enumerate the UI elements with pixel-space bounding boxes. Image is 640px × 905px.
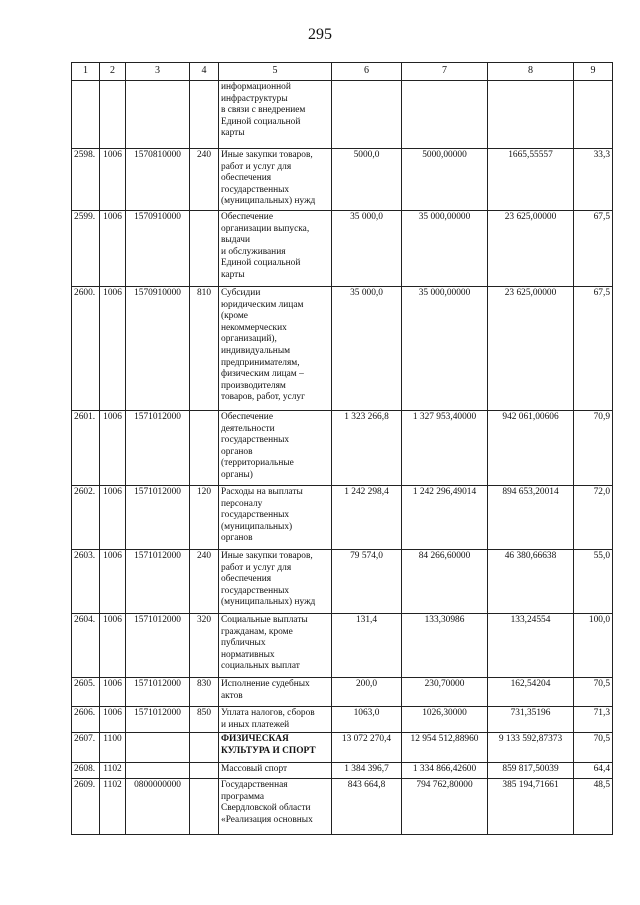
percent-cell: 70,9 (574, 411, 613, 486)
row-number-cell: 2604. (72, 614, 100, 678)
expense-type-cell: 830 (190, 678, 219, 707)
header-cell: 8 (488, 63, 574, 81)
name-cell: Иные закупки товаров, работ и услуг для обеспечения государственных (муниципальных) нужд (219, 550, 332, 614)
table-row (72, 211, 613, 287)
row-number-cell: 2602. (72, 486, 100, 550)
header-cell: 2 (100, 63, 126, 81)
percent-cell: 67,5 (574, 211, 613, 287)
expense-type-cell (190, 779, 219, 835)
table-row (72, 411, 613, 486)
header-cell: 5 (219, 63, 332, 81)
percent-cell: 70,5 (574, 678, 613, 707)
header-cell: 4 (190, 63, 219, 81)
approved-amount-cell: 131,4 (332, 614, 402, 678)
percent-cell: 100,0 (574, 614, 613, 678)
section-code-cell: 1100 (100, 733, 126, 763)
expense-type-cell: 810 (190, 287, 219, 411)
approved-amount-cell (332, 81, 402, 149)
expense-type-cell: 850 (190, 707, 219, 733)
table-row (72, 763, 613, 779)
expense-type-cell: 240 (190, 550, 219, 614)
row-number-cell (72, 81, 100, 149)
approved-amount-cell: 843 664,8 (332, 779, 402, 835)
executed-amount-cell: 23 625,00000 (488, 287, 574, 411)
plan-amount-cell: 1 327 953,40000 (402, 411, 488, 486)
target-article-cell (126, 81, 190, 149)
name-cell: Социальные выплаты гражданам, кроме публичных нормативных социальных выплат (219, 614, 332, 678)
expense-type-cell: 120 (190, 486, 219, 550)
name-cell: Государственная программа Свердловской области «Реализация основных (219, 779, 332, 835)
plan-amount-cell: 35 000,00000 (402, 287, 488, 411)
executed-amount-cell: 731,35196 (488, 707, 574, 733)
row-number-cell: 2608. (72, 763, 100, 779)
executed-amount-cell: 1665,55557 (488, 149, 574, 211)
plan-amount-cell: 1026,30000 (402, 707, 488, 733)
name-cell: Субсидии юридическим лицам (кроме некоммерческих организаций), индивидуальным предпринимателям, физическим лицам – производителям товаров, работ, услуг (219, 287, 332, 411)
table-header-row (72, 63, 613, 81)
executed-amount-cell: 162,54204 (488, 678, 574, 707)
plan-amount-cell: 133,30986 (402, 614, 488, 678)
target-article-cell: 1571012000 (126, 550, 190, 614)
approved-amount-cell: 79 574,0 (332, 550, 402, 614)
name-cell: информационной инфраструктуры в связи с внедрением Единой социальной карты (219, 81, 332, 149)
percent-cell: 67,5 (574, 287, 613, 411)
name-cell: Обеспечение деятельности государственных органов (территориальные органы) (219, 411, 332, 486)
approved-amount-cell: 1 384 396,7 (332, 763, 402, 779)
executed-amount-cell: 859 817,50039 (488, 763, 574, 779)
expense-type-cell (190, 211, 219, 287)
row-number-cell: 2600. (72, 287, 100, 411)
section-code-cell: 1006 (100, 614, 126, 678)
plan-amount-cell: 1 334 866,42600 (402, 763, 488, 779)
section-code-cell (100, 81, 126, 149)
executed-amount-cell (488, 81, 574, 149)
page-number: 295 (308, 26, 332, 43)
section-code-cell: 1006 (100, 211, 126, 287)
percent-cell: 64,4 (574, 763, 613, 779)
target-article-cell: 1571012000 (126, 614, 190, 678)
name-cell: Уплата налогов, сборов и иных платежей (219, 707, 332, 733)
name-cell: ФИЗИЧЕСКАЯ КУЛЬТУРА И СПОРТ (219, 733, 332, 763)
plan-amount-cell (402, 81, 488, 149)
table-row (72, 81, 613, 149)
row-number-cell: 2609. (72, 779, 100, 835)
approved-amount-cell: 1 323 266,8 (332, 411, 402, 486)
percent-cell: 71,3 (574, 707, 613, 733)
plan-amount-cell: 35 000,00000 (402, 211, 488, 287)
section-code-cell: 1006 (100, 287, 126, 411)
approved-amount-cell: 1 242 298,4 (332, 486, 402, 550)
target-article-cell: 1571012000 (126, 707, 190, 733)
name-cell: Исполнение судебных актов (219, 678, 332, 707)
table-body (72, 63, 613, 835)
percent-cell: 33,3 (574, 149, 613, 211)
percent-cell: 70,5 (574, 733, 613, 763)
target-article-cell: 0800000000 (126, 779, 190, 835)
percent-cell: 55,0 (574, 550, 613, 614)
table-row (72, 287, 613, 411)
executed-amount-cell: 385 194,71661 (488, 779, 574, 835)
header-cell: 6 (332, 63, 402, 81)
table-row (72, 733, 613, 763)
header-cell: 1 (72, 63, 100, 81)
expense-type-cell (190, 763, 219, 779)
plan-amount-cell: 84 266,60000 (402, 550, 488, 614)
section-code-cell: 1102 (100, 779, 126, 835)
budget-table (71, 62, 613, 835)
plan-amount-cell: 12 954 512,88960 (402, 733, 488, 763)
approved-amount-cell: 13 072 270,4 (332, 733, 402, 763)
name-cell: Иные закупки товаров, работ и услуг для обеспечения государственных (муниципальных) нужд (219, 149, 332, 211)
section-code-cell: 1006 (100, 411, 126, 486)
row-number-cell: 2601. (72, 411, 100, 486)
name-cell: Расходы на выплаты персоналу государственных (муниципальных) органов (219, 486, 332, 550)
section-code-cell: 1102 (100, 763, 126, 779)
row-number-cell: 2603. (72, 550, 100, 614)
percent-cell: 48,5 (574, 779, 613, 835)
plan-amount-cell: 5000,00000 (402, 149, 488, 211)
plan-amount-cell: 230,70000 (402, 678, 488, 707)
percent-cell (574, 81, 613, 149)
row-number-cell: 2598. (72, 149, 100, 211)
header-cell: 3 (126, 63, 190, 81)
executed-amount-cell: 9 133 592,87373 (488, 733, 574, 763)
row-number-cell: 2599. (72, 211, 100, 287)
approved-amount-cell: 35 000,0 (332, 287, 402, 411)
target-article-cell: 1571012000 (126, 411, 190, 486)
approved-amount-cell: 1063,0 (332, 707, 402, 733)
header-cell: 7 (402, 63, 488, 81)
executed-amount-cell: 23 625,00000 (488, 211, 574, 287)
expense-type-cell (190, 81, 219, 149)
section-code-cell: 1006 (100, 550, 126, 614)
target-article-cell (126, 763, 190, 779)
expense-type-cell (190, 411, 219, 486)
table-row (72, 486, 613, 550)
table-row (72, 707, 613, 733)
expense-type-cell: 320 (190, 614, 219, 678)
target-article-cell: 1570810000 (126, 149, 190, 211)
row-number-cell: 2606. (72, 707, 100, 733)
percent-cell: 72,0 (574, 486, 613, 550)
name-cell: Массовый спорт (219, 763, 332, 779)
table-row (72, 678, 613, 707)
section-code-cell: 1006 (100, 678, 126, 707)
approved-amount-cell: 35 000,0 (332, 211, 402, 287)
target-article-cell: 1571012000 (126, 486, 190, 550)
target-article-cell: 1570910000 (126, 287, 190, 411)
section-code-cell: 1006 (100, 707, 126, 733)
name-cell: Обеспечение организации выпуска, выдачи и обслуживания Единой социальной карты (219, 211, 332, 287)
target-article-cell (126, 733, 190, 763)
table-row (72, 550, 613, 614)
table-row (72, 779, 613, 835)
row-number-cell: 2607. (72, 733, 100, 763)
approved-amount-cell: 5000,0 (332, 149, 402, 211)
plan-amount-cell: 794 762,80000 (402, 779, 488, 835)
table-row (72, 149, 613, 211)
executed-amount-cell: 942 061,00606 (488, 411, 574, 486)
header-cell: 9 (574, 63, 613, 81)
expense-type-cell (190, 733, 219, 763)
row-number-cell: 2605. (72, 678, 100, 707)
executed-amount-cell: 894 653,20014 (488, 486, 574, 550)
target-article-cell: 1571012000 (126, 678, 190, 707)
target-article-cell: 1570910000 (126, 211, 190, 287)
section-code-cell: 1006 (100, 486, 126, 550)
executed-amount-cell: 46 380,66638 (488, 550, 574, 614)
table-row (72, 614, 613, 678)
section-code-cell: 1006 (100, 149, 126, 211)
expense-type-cell: 240 (190, 149, 219, 211)
plan-amount-cell: 1 242 296,49014 (402, 486, 488, 550)
executed-amount-cell: 133,24554 (488, 614, 574, 678)
approved-amount-cell: 200,0 (332, 678, 402, 707)
